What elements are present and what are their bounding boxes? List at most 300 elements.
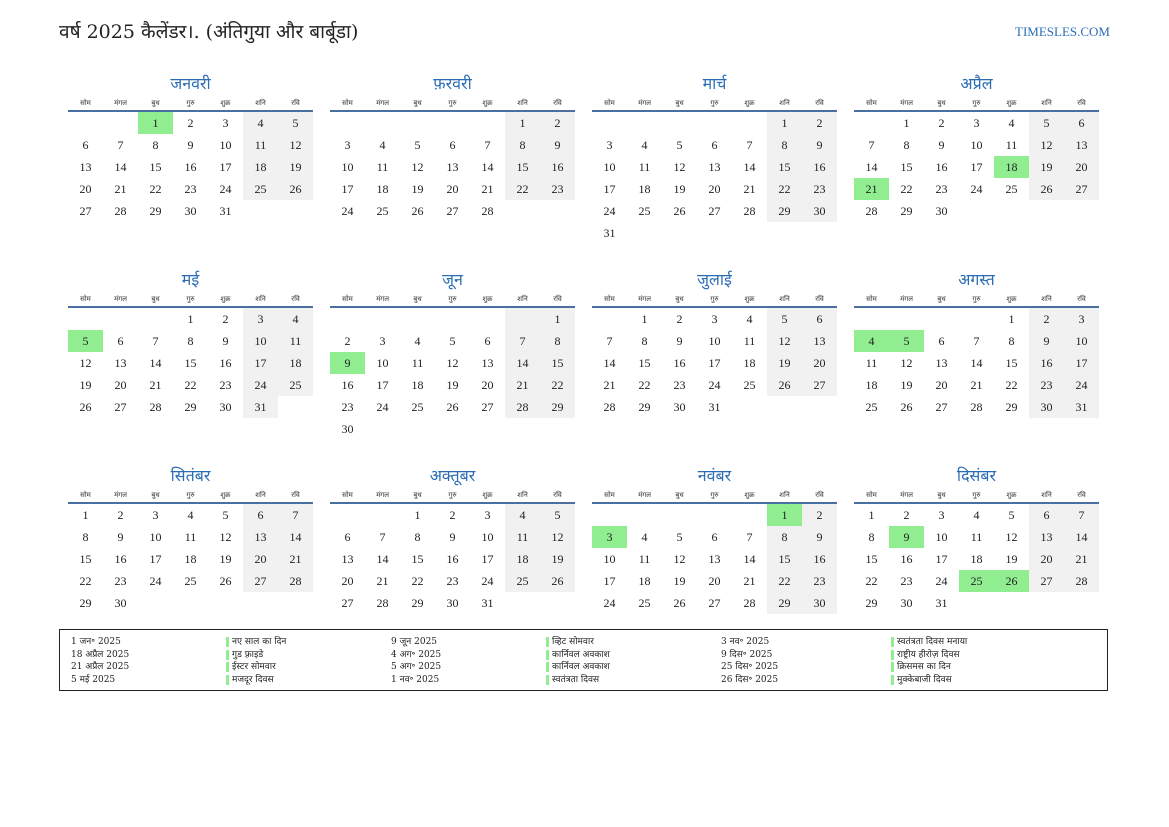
day-cell: 1 — [82, 507, 89, 522]
day-cell: 20 — [708, 573, 721, 588]
day-cell: 7 — [484, 137, 491, 152]
day-cell: 30 — [184, 203, 197, 218]
day-cell: 3 — [938, 507, 945, 522]
month-name: अगस्त — [958, 270, 995, 289]
day-cell: 1 — [1008, 311, 1015, 326]
day-cell: 17 — [243, 352, 278, 374]
day-cell: 3 — [222, 115, 229, 130]
day-cell: 7 — [746, 137, 753, 152]
day-cell: 20 — [708, 181, 721, 196]
day-cell: 25 — [865, 399, 878, 414]
weekday-header: शनि — [505, 96, 540, 111]
day-cell: 14 — [278, 526, 313, 548]
day-cell: 21 — [603, 377, 616, 392]
day-cell: 17 — [1064, 352, 1099, 374]
day-cell: 25 — [959, 570, 994, 592]
day-cell: 29 — [1005, 399, 1018, 414]
day-cell: 4 — [414, 333, 421, 348]
empty-cell — [662, 111, 697, 134]
day-cell: 16 — [802, 548, 837, 570]
day-cell: 28 — [114, 203, 127, 218]
day-cell: 14 — [743, 159, 756, 174]
day-cell: 3 — [152, 507, 159, 522]
day-cell: 30 — [341, 421, 354, 436]
day-cell: 11 — [278, 330, 313, 352]
legend-date: 21 अप्रैल 2025 — [71, 662, 130, 672]
day-cell: 14 — [970, 355, 983, 370]
day-cell: 13 — [446, 159, 459, 174]
empty-cell — [243, 200, 278, 222]
weekday-header: शनि — [505, 292, 540, 307]
day-cell: 5 — [278, 111, 313, 134]
day-cell: 8 — [152, 137, 159, 152]
day-cell: 28 — [278, 570, 313, 592]
day-cell: 19 — [540, 548, 575, 570]
weekday-header: रवि — [1064, 292, 1099, 307]
day-cell: 21 — [854, 178, 889, 200]
month-name: जनवरी — [170, 74, 211, 93]
day-cell: 26 — [219, 573, 232, 588]
month-calendar — [854, 268, 1099, 464]
weekday-header: गुरु — [173, 292, 208, 307]
legend-date: 9 दिस॰ 2025 — [721, 649, 773, 660]
weekday-header: गुरु — [435, 96, 470, 111]
day-cell: 13 — [1064, 134, 1099, 156]
day-cell: 12 — [1029, 134, 1064, 156]
day-cell: 15 — [767, 156, 802, 178]
empty-cell — [1029, 592, 1064, 614]
day-cell: 27 — [79, 203, 92, 218]
day-cell: 22 — [865, 573, 878, 588]
empty-cell — [767, 222, 802, 244]
month-name: मई — [181, 270, 200, 289]
day-cell: 19 — [900, 377, 913, 392]
empty-cell — [994, 592, 1029, 614]
day-cell: 10 — [219, 137, 232, 152]
day-cell: 26 — [79, 399, 92, 414]
day-cell: 23 — [900, 573, 913, 588]
day-cell: 12 — [79, 355, 92, 370]
day-cell: 6 — [711, 137, 718, 152]
day-cell: 9 — [1029, 330, 1064, 352]
day-cell: 24 — [603, 595, 616, 610]
day-cell: 9 — [330, 352, 365, 374]
day-cell: 21 — [970, 377, 983, 392]
empty-cell — [208, 592, 243, 614]
day-cell: 18 — [865, 377, 878, 392]
empty-cell — [173, 592, 208, 614]
weekday-header: शनि — [1029, 488, 1064, 503]
day-cell: 10 — [481, 529, 494, 544]
day-cell: 7 — [278, 503, 313, 526]
day-cell: 11 — [743, 333, 756, 348]
legend-name-column — [546, 636, 610, 686]
weekday-header: सोम — [854, 488, 889, 503]
legend-holiday-name: कार्निवल अवकाश — [546, 650, 610, 660]
day-cell: 23 — [802, 570, 837, 592]
legend-date: 5 अग॰ 2025 — [391, 662, 442, 672]
day-cell: 1 — [505, 111, 540, 134]
day-cell: 12 — [540, 526, 575, 548]
day-cell: 30 — [446, 595, 459, 610]
empty-cell — [68, 111, 103, 134]
weekday-header: सोम — [854, 292, 889, 307]
day-cell: 13 — [802, 330, 837, 352]
day-cell: 2 — [449, 507, 456, 522]
empty-cell — [400, 418, 435, 440]
legend-date: 5 मई 2025 — [71, 674, 116, 685]
empty-cell — [365, 111, 400, 134]
weekday-header: गुरु — [697, 488, 732, 503]
month-table — [592, 96, 837, 244]
day-cell: 27 — [114, 399, 127, 414]
day-cell: 11 — [243, 134, 278, 156]
day-cell: 1 — [187, 311, 194, 326]
day-cell: 9 — [187, 137, 194, 152]
month-calendar — [592, 268, 837, 464]
day-cell: 29 — [638, 399, 651, 414]
day-cell: 21 — [114, 181, 127, 196]
weekday-header: सोम — [68, 96, 103, 111]
day-cell: 29 — [900, 203, 913, 218]
day-cell: 26 — [540, 570, 575, 592]
site-link[interactable]: TIMESLES.COM — [1015, 24, 1110, 39]
day-cell: 25 — [376, 203, 389, 218]
day-cell: 18 — [411, 377, 424, 392]
day-cell: 8 — [903, 137, 910, 152]
day-cell: 15 — [900, 159, 913, 174]
day-cell: 27 — [446, 203, 459, 218]
day-cell: 23 — [219, 377, 232, 392]
weekday-header: सोम — [592, 488, 627, 503]
month-name: फ़रवरी — [433, 74, 472, 93]
empty-cell — [400, 111, 435, 134]
day-cell: 5 — [222, 507, 229, 522]
empty-cell — [697, 503, 732, 526]
day-cell: 31 — [243, 396, 278, 418]
weekday-header: रवि — [278, 488, 313, 503]
day-cell: 1 — [767, 503, 802, 526]
day-cell: 29 — [411, 595, 424, 610]
day-cell: 6 — [117, 333, 124, 348]
weekday-header: बुध — [400, 96, 435, 111]
day-cell: 24 — [481, 573, 494, 588]
day-cell: 4 — [746, 311, 753, 326]
day-cell: 20 — [114, 377, 127, 392]
day-cell: 23 — [673, 377, 686, 392]
weekday-header: रवि — [278, 292, 313, 307]
legend-date: 25 दिस॰ 2025 — [721, 662, 779, 672]
empty-cell — [732, 503, 767, 526]
weekday-header: बुध — [138, 292, 173, 307]
day-cell: 4 — [854, 330, 889, 352]
weekday-header: शुक्र — [208, 96, 243, 111]
empty-cell — [435, 418, 470, 440]
day-cell: 26 — [1029, 178, 1064, 200]
day-cell: 9 — [676, 333, 683, 348]
day-cell: 4 — [505, 503, 540, 526]
empty-cell — [243, 592, 278, 614]
day-cell: 25 — [278, 374, 313, 396]
weekday-header: बुध — [662, 488, 697, 503]
legend-holiday-name: स्वतंत्रता दिवस — [546, 675, 599, 685]
weekday-header: मंगल — [365, 96, 400, 111]
empty-cell — [470, 418, 505, 440]
weekday-header: शुक्र — [732, 96, 767, 111]
day-cell: 17 — [935, 551, 948, 566]
weekday-header: शुक्र — [732, 292, 767, 307]
day-cell: 17 — [708, 355, 721, 370]
day-cell: 11 — [376, 159, 389, 174]
day-cell: 2 — [938, 115, 945, 130]
day-cell: 12 — [673, 551, 686, 566]
day-cell: 18 — [376, 181, 389, 196]
day-cell: 27 — [481, 399, 494, 414]
day-cell: 28 — [149, 399, 162, 414]
legend-date: 1 जन॰ 2025 — [71, 637, 121, 647]
weekday-header: गुरु — [959, 292, 994, 307]
day-cell: 21 — [376, 573, 389, 588]
day-cell: 31 — [481, 595, 494, 610]
day-cell: 24 — [708, 377, 721, 392]
month-name: नवंबर — [697, 466, 732, 485]
day-cell: 2 — [222, 311, 229, 326]
day-cell: 19 — [446, 377, 459, 392]
day-cell: 25 — [184, 573, 197, 588]
weekday-header: गुरु — [435, 292, 470, 307]
weekday-header: बुध — [662, 292, 697, 307]
day-cell: 3 — [1064, 307, 1099, 330]
day-cell: 8 — [414, 529, 421, 544]
month-calendar — [592, 72, 837, 268]
day-cell: 17 — [149, 551, 162, 566]
day-cell: 10 — [603, 551, 616, 566]
weekday-header: रवि — [1064, 96, 1099, 111]
day-cell: 20 — [446, 181, 459, 196]
day-cell: 6 — [243, 503, 278, 526]
day-cell: 4 — [243, 111, 278, 134]
day-cell: 10 — [935, 529, 948, 544]
weekday-header: रवि — [540, 488, 575, 503]
day-cell: 13 — [935, 355, 948, 370]
day-cell: 14 — [505, 352, 540, 374]
day-cell: 25 — [243, 178, 278, 200]
day-cell: 22 — [149, 181, 162, 196]
day-cell: 2 — [903, 507, 910, 522]
day-cell: 24 — [149, 573, 162, 588]
day-cell: 2 — [1029, 307, 1064, 330]
day-cell: 9 — [802, 134, 837, 156]
day-cell: 9 — [540, 134, 575, 156]
legend-holiday-name: गुड फ़्राइडे — [226, 650, 263, 660]
day-cell: 21 — [278, 548, 313, 570]
empty-cell — [278, 200, 313, 222]
day-cell: 22 — [411, 573, 424, 588]
weekday-header: शुक्र — [208, 292, 243, 307]
weekday-header: बुध — [924, 488, 959, 503]
legend-holiday-name: मुक्केबाजी दिवस — [891, 675, 952, 685]
day-cell: 27 — [708, 203, 721, 218]
day-cell: 30 — [1029, 396, 1064, 418]
empty-cell — [592, 503, 627, 526]
empty-cell — [400, 307, 435, 330]
day-cell: 10 — [149, 529, 162, 544]
weekday-header: मंगल — [889, 96, 924, 111]
empty-cell — [767, 396, 802, 418]
day-cell: 28 — [505, 396, 540, 418]
day-cell: 19 — [673, 573, 686, 588]
day-cell: 3 — [606, 137, 613, 152]
day-cell: 21 — [505, 374, 540, 396]
weekday-header: शुक्र — [732, 488, 767, 503]
day-cell: 22 — [1005, 377, 1018, 392]
day-cell: 25 — [411, 399, 424, 414]
day-cell: 6 — [802, 307, 837, 330]
empty-cell — [540, 592, 575, 614]
day-cell: 16 — [802, 156, 837, 178]
day-cell: 3 — [973, 115, 980, 130]
empty-cell — [505, 200, 540, 222]
day-cell: 9 — [449, 529, 456, 544]
month-table — [68, 96, 313, 222]
day-cell: 24 — [603, 203, 616, 218]
day-cell: 6 — [1064, 111, 1099, 134]
day-cell: 8 — [505, 134, 540, 156]
legend-date: 18 अप्रैल 2025 — [71, 649, 130, 660]
day-cell: 13 — [243, 526, 278, 548]
weekday-header: रवि — [802, 488, 837, 503]
month-calendar — [330, 268, 575, 464]
legend-holiday-name: क्रिसमस का दिन — [891, 662, 951, 672]
day-cell: 7 — [152, 333, 159, 348]
day-cell: 21 — [149, 377, 162, 392]
day-cell: 16 — [1029, 352, 1064, 374]
weekday-header: गुरु — [173, 488, 208, 503]
day-cell: 25 — [743, 377, 756, 392]
day-cell: 23 — [540, 178, 575, 200]
day-cell: 22 — [638, 377, 651, 392]
day-cell: 22 — [79, 573, 92, 588]
day-cell: 31 — [708, 399, 721, 414]
day-cell: 11 — [184, 529, 197, 544]
day-cell: 19 — [1029, 156, 1064, 178]
day-cell: 26 — [278, 178, 313, 200]
weekday-header: शनि — [243, 96, 278, 111]
month-name: जुलाई — [697, 270, 732, 289]
day-cell: 28 — [603, 399, 616, 414]
day-cell: 19 — [219, 551, 232, 566]
day-cell: 24 — [376, 399, 389, 414]
empty-cell — [592, 111, 627, 134]
day-cell: 17 — [341, 181, 354, 196]
empty-cell — [697, 222, 732, 244]
day-cell: 21 — [743, 181, 756, 196]
day-cell: 15 — [767, 548, 802, 570]
day-cell: 10 — [603, 159, 616, 174]
day-cell: 7 — [1064, 503, 1099, 526]
day-cell: 5 — [414, 137, 421, 152]
empty-cell — [592, 307, 627, 330]
day-cell: 24 — [219, 181, 232, 196]
month-table — [854, 488, 1099, 614]
day-cell: 18 — [184, 551, 197, 566]
empty-cell — [959, 307, 994, 330]
day-cell: 2 — [802, 503, 837, 526]
day-cell: 25 — [638, 203, 651, 218]
weekday-header: गुरु — [959, 96, 994, 111]
day-cell: 6 — [82, 137, 89, 152]
weekday-header: सोम — [854, 96, 889, 111]
day-cell: 5 — [1008, 507, 1015, 522]
day-cell: 22 — [900, 181, 913, 196]
month-calendar — [68, 72, 313, 268]
day-cell: 25 — [505, 570, 540, 592]
day-cell: 20 — [481, 377, 494, 392]
day-cell: 2 — [344, 333, 351, 348]
day-cell: 29 — [79, 595, 92, 610]
empty-cell — [662, 222, 697, 244]
day-cell: 17 — [603, 573, 616, 588]
day-cell: 16 — [114, 551, 127, 566]
weekday-header: मंगल — [627, 488, 662, 503]
day-cell: 1 — [903, 115, 910, 130]
day-cell: 20 — [1064, 156, 1099, 178]
day-cell: 18 — [638, 181, 651, 196]
day-cell: 28 — [1064, 570, 1099, 592]
day-cell: 12 — [446, 355, 459, 370]
weekday-header: रवि — [540, 96, 575, 111]
day-cell: 8 — [1008, 333, 1015, 348]
day-cell: 3 — [592, 526, 627, 548]
day-cell: 15 — [505, 156, 540, 178]
day-cell: 4 — [1008, 115, 1015, 130]
empty-cell — [138, 592, 173, 614]
month-calendar — [330, 72, 575, 268]
day-cell: 24 — [243, 374, 278, 396]
legend-date: 26 दिस॰ 2025 — [721, 674, 779, 685]
day-cell: 16 — [219, 355, 232, 370]
day-cell: 5 — [1029, 111, 1064, 134]
weekday-header: मंगल — [889, 488, 924, 503]
day-cell: 26 — [673, 595, 686, 610]
empty-cell — [365, 307, 400, 330]
day-cell: 12 — [278, 134, 313, 156]
legend-date: 4 अग॰ 2025 — [391, 649, 442, 660]
day-cell: 29 — [767, 592, 802, 614]
day-cell: 28 — [865, 203, 878, 218]
day-cell: 27 — [1029, 570, 1064, 592]
weekday-header: बुध — [400, 488, 435, 503]
weekday-header: रवि — [802, 292, 837, 307]
day-cell: 8 — [767, 526, 802, 548]
day-cell: 20 — [1029, 548, 1064, 570]
empty-cell — [627, 111, 662, 134]
day-cell: 30 — [935, 203, 948, 218]
day-cell: 15 — [411, 551, 424, 566]
day-cell: 6 — [1029, 503, 1064, 526]
day-cell: 3 — [711, 311, 718, 326]
weekday-header: शुक्र — [208, 488, 243, 503]
weekday-header: शनि — [243, 488, 278, 503]
day-cell: 22 — [767, 178, 802, 200]
day-cell: 2 — [676, 311, 683, 326]
day-cell: 20 — [802, 352, 837, 374]
day-cell: 15 — [638, 355, 651, 370]
day-cell: 11 — [865, 355, 878, 370]
empty-cell — [138, 307, 173, 330]
day-cell: 12 — [411, 159, 424, 174]
day-cell: 27 — [243, 570, 278, 592]
